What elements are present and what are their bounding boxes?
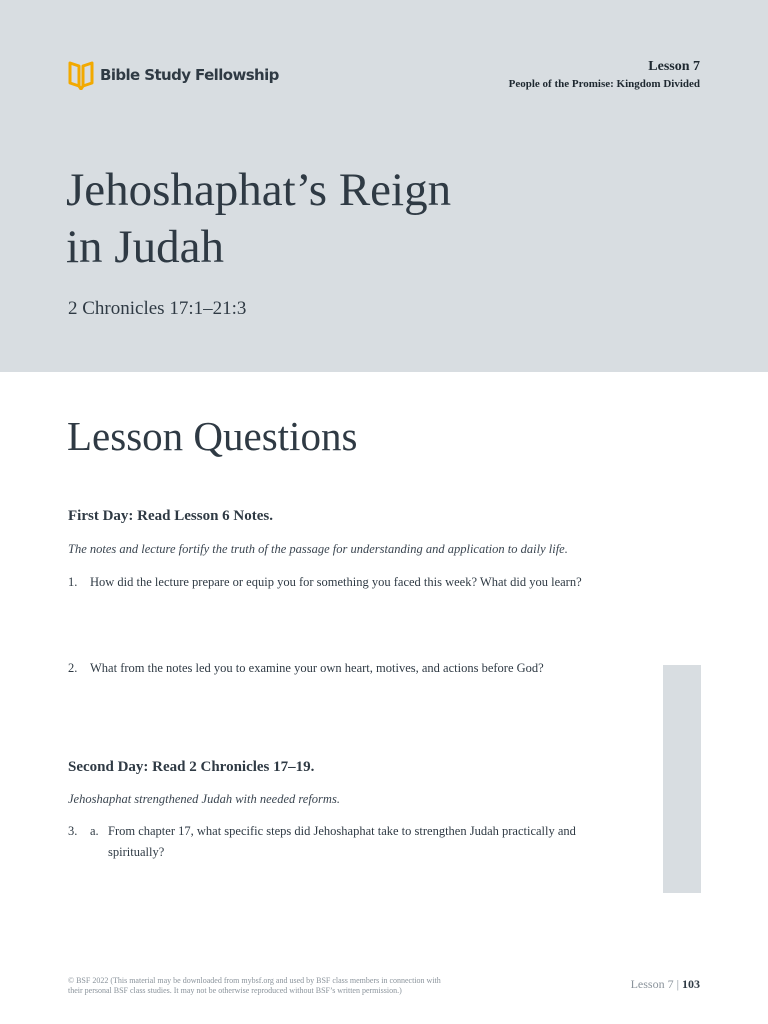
question-2 bbox=[68, 658, 588, 679]
page-footer bbox=[631, 977, 700, 992]
page-number: 103 bbox=[682, 977, 700, 991]
lesson-label: Lesson 7 bbox=[648, 59, 700, 74]
brand-name: Bible Study Fellowship bbox=[100, 66, 279, 84]
day-intro-first: The notes and lecture fortify the truth of the passage for understanding and application to daily life. bbox=[68, 542, 568, 556]
question-number: 3. bbox=[68, 824, 78, 838]
section-title: Lesson Questions bbox=[67, 413, 358, 459]
question-text: From chapter 17, what specific steps did Jehoshaphat take to strengthen Judah practically and spiritually? bbox=[108, 824, 576, 859]
bsf-logo bbox=[68, 60, 279, 90]
open-book-icon bbox=[68, 60, 94, 90]
copyright-notice: © BSF 2022 (This material may be downloaded from mybsf.org and used by BSF class members in connection with their personal BSF class studies. It may not be otherwise reproduced without BSF’s written permission.) bbox=[68, 976, 441, 995]
question-number: 2. bbox=[68, 661, 78, 675]
margin-tab bbox=[663, 665, 701, 893]
day-intro-second: Jehoshaphat strengthened Judah with needed reforms. bbox=[68, 792, 340, 806]
title-line-2: in Judah bbox=[66, 221, 224, 273]
lesson-meta bbox=[509, 59, 700, 90]
question-3a bbox=[68, 821, 588, 863]
question-number: 1. bbox=[68, 575, 78, 589]
question-subletter: a. bbox=[90, 824, 99, 838]
question-text: How did the lecture prepare or equip you for something you faced this week? What did you learn? bbox=[90, 575, 582, 589]
page-title bbox=[66, 162, 526, 276]
series-title: People of the Promise: Kingdom Divided bbox=[508, 78, 700, 90]
footer-lesson-ref: Lesson 7 | bbox=[630, 977, 679, 991]
question-text: What from the notes led you to examine your own heart, motives, and actions before God? bbox=[90, 661, 544, 675]
day-heading-second: Second Day: Read 2 Chronicles 17–19. bbox=[68, 759, 315, 775]
day-heading-first: First Day: Read Lesson 6 Notes. bbox=[68, 508, 273, 524]
scripture-passage: 2 Chronicles 17:1–21:3 bbox=[68, 298, 247, 319]
header-band bbox=[0, 0, 768, 372]
title-line-1: Jehoshaphat’s Reign bbox=[66, 164, 452, 216]
question-1 bbox=[68, 572, 588, 593]
